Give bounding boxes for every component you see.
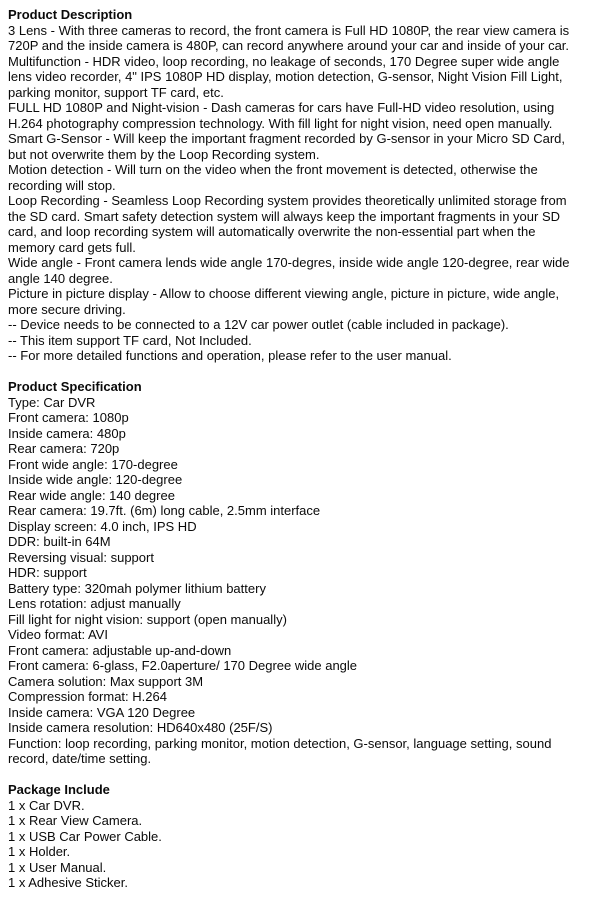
text-line: Battery type: 320mah polymer lithium battery <box>8 580 266 596</box>
text-line: -- This item support TF card, Not Included. <box>8 332 252 348</box>
section-product-description <box>8 7 600 364</box>
text-line: FULL HD 1080P and Night-vision - Dash cameras for cars have Full-HD video resolution, using <box>8 100 555 115</box>
text-line: Loop Recording - Seamless Loop Recording system provides theoretically unlimited storage from <box>8 193 567 208</box>
text-line: Type: Car DVR <box>8 394 96 410</box>
text-line: Inside camera: 480p <box>8 425 126 441</box>
text-line: Display screen: 4.0 inch, IPS HD <box>8 518 197 534</box>
text-line: -- For more detailed functions and operation, please refer to the user manual. <box>8 348 452 363</box>
text-line: 1 x Holder. <box>8 844 71 859</box>
text-line: Rear wide angle: 140 degree <box>8 487 175 503</box>
section-heading-product-specification: Product Specification <box>8 379 142 394</box>
text-line: Inside camera: VGA 120 Degree <box>8 704 196 720</box>
text-line: the SD card. Smart safety detection system will always keep the important fragments in your SD <box>8 208 561 224</box>
text-line: Picture in picture display - Allow to choose different viewing angle, picture in picture, wide angle, <box>8 286 560 301</box>
text-line: Function: loop recording, parking monitor, motion detection, G-sensor, language setting, sound <box>8 735 552 751</box>
text-line: memory card gets full. <box>8 239 136 255</box>
text-line: Motion detection - Will turn on the video when the front movement is detected, otherwise the <box>8 162 538 177</box>
text-line: Wide angle - Front camera lends wide angle 170-degres, inside wide angle 120-degree, rear wide <box>8 255 570 270</box>
text-line: HDR: support <box>8 565 87 580</box>
text-line: lens video recorder, 4" IPS 1080P HD display, motion detection, G-sensor, Night Vision Fill Light, <box>8 69 563 84</box>
text-line: angle 140 degree. <box>8 270 113 286</box>
text-line: parking monitor, support TF card, etc. <box>8 84 224 100</box>
text-line: DDR: built-in 64M <box>8 534 111 549</box>
text-line: 1 x User Manual. <box>8 859 107 875</box>
text-line: Fill light for night vision: support (open manually) <box>8 611 287 627</box>
text-line: Smart G-Sensor - Will keep the important fragment recorded by G-sensor in your Micro SD Card, <box>8 131 566 146</box>
text-line: Inside wide angle: 120-degree <box>8 472 183 487</box>
text-line: record, date/time setting. <box>8 751 152 766</box>
text-line: Video format: AVI <box>8 627 108 642</box>
text-line: Front camera: 6-glass, F2.0aperture/ 170 Degree wide angle <box>8 658 358 673</box>
text-line: H.264 photography compression technology. With fill light for night vision, need open manually. <box>8 115 553 131</box>
text-line: 1 x Adhesive Sticker. <box>8 875 128 890</box>
text-line: Camera solution: Max support 3M <box>8 673 204 689</box>
text-line: Lens rotation: adjust manually <box>8 596 181 611</box>
text-line: Rear camera: 720p <box>8 441 120 456</box>
section-heading-package-include: Package Include <box>8 782 110 797</box>
text-line: recording will stop. <box>8 177 116 193</box>
text-line: 1 x Car DVR. <box>8 797 85 813</box>
text-line: Reversing visual: support <box>8 549 154 565</box>
text-line: card, and loop recording system will automatically overwrite the non-essential part when the <box>8 224 536 239</box>
text-line: Front camera: 1080p <box>8 410 129 425</box>
text-line: Front wide angle: 170-degree <box>8 456 178 472</box>
section-heading-product-description: Product Description <box>8 7 133 22</box>
text-line: -- Device needs to be connected to a 12V car power outlet (cable included in package). <box>8 317 509 332</box>
text-line: 1 x USB Car Power Cable. <box>8 828 162 844</box>
text-line: 3 Lens - With three cameras to record, the front camera is Full HD 1080P, the rear view camera is <box>8 22 570 38</box>
text-line: 720P and the inside camera is 480P, can record anywhere around your car and inside of your car. <box>8 38 570 53</box>
text-line: more secure driving. <box>8 301 126 317</box>
text-line: Rear camera: 19.7ft. (6m) long cable, 2.5mm interface <box>8 503 321 518</box>
text-line: but not overwrite them by the Loop Recording system. <box>8 146 320 162</box>
text-line: Multifunction - HDR video, loop recording, no leakage of seconds, 170 Degree super wide angle <box>8 53 560 69</box>
text-line: Compression format: H.264 <box>8 689 167 704</box>
section-package-include <box>8 782 600 891</box>
section-product-specification <box>8 379 600 767</box>
text-line: 1 x Rear View Camera. <box>8 813 143 828</box>
text-line: Inside camera resolution: HD640x480 (25F/S) <box>8 720 273 735</box>
text-line: Front camera: adjustable up-and-down <box>8 642 232 658</box>
